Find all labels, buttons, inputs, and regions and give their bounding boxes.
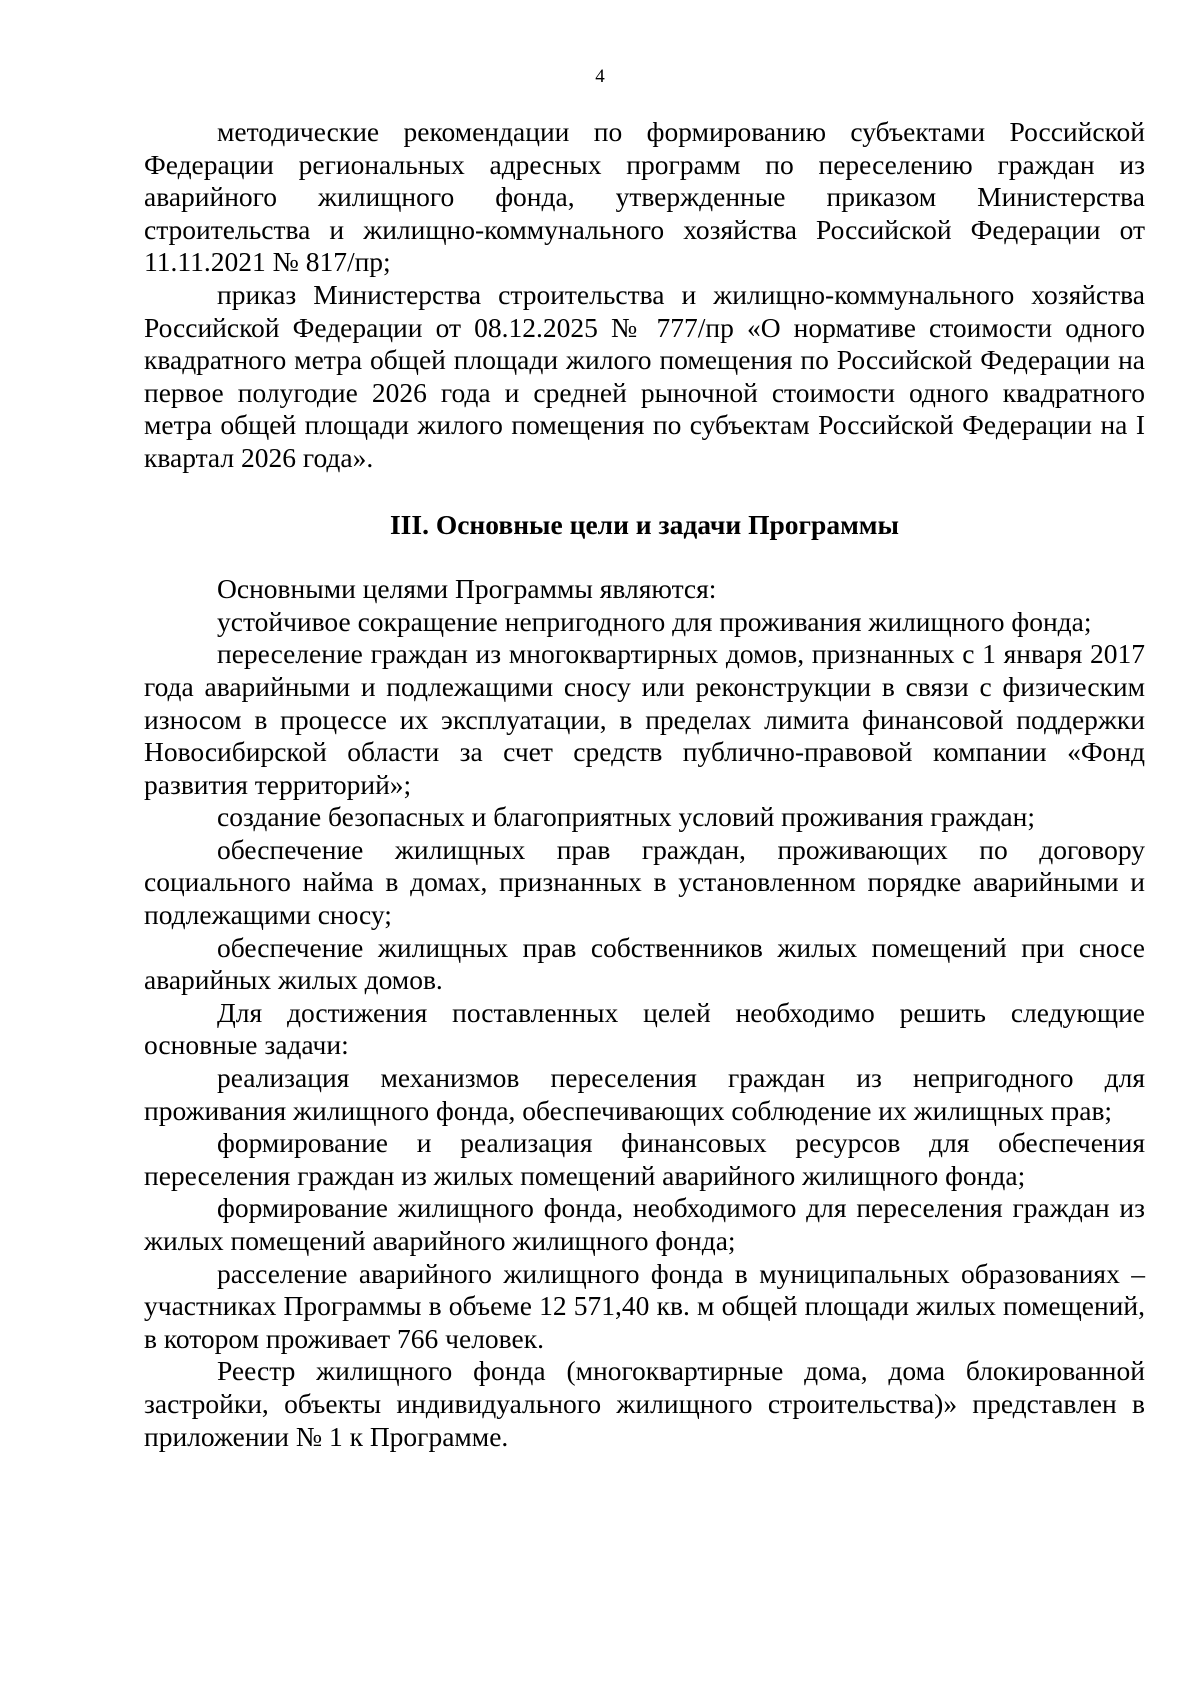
paragraph-goal-safe-conditions: создание безопасных и благоприятных условий проживания граждан; <box>217 801 1035 833</box>
paragraph-task-finance: формирование и реализация финансовых ресурсов для обеспечения переселения граждан из жилых помещений аварийного жилищного фонда; <box>144 1127 1145 1191</box>
paragraph-ministry-order: приказ Министерства строительства и жилищно-коммунального хозяйства Российской Федерации от 08.12.2025 № 777/пр «О нормативе стоимости одного квадратного метра общей площади жилого помещения по Российской Федерации на первое полугодие 2026 года и средней рыночной стоимости одного квадратного метра общей площади жилого помещения по субъектам Российской Федерации на I квартал 2026 года». <box>144 278 1145 473</box>
paragraph-goals-intro: Основными целями Программы являются: <box>217 573 717 605</box>
paragraph-goal-tenant-rights: обеспечение жилищных прав граждан, проживающих по договору социального найма в домах, признанных в установленном порядке аварийными и подлежащими сносу; <box>144 833 1145 931</box>
page-number: 4 <box>595 66 605 87</box>
section-heading: III. Основные цели и задачи Программы <box>389 508 900 540</box>
paragraph-tasks-intro: Для достижения поставленных целей необходимо решить следующие основные задачи: <box>144 996 1145 1061</box>
paragraph-goal-reduction: устойчивое сокращение непригодного для проживания жилищного фонда; <box>217 605 1092 637</box>
paragraph-guidelines: методические рекомендации по формированию субъектами Российской Федерации региональных адресных программ по переселению граждан из аварийного жилищного фонда, утвержденные приказом Министерства строительства и жилищно-коммунального хозяйства Российской Федерации от 11.11.2021 № 817/пр; <box>144 116 1145 278</box>
paragraph-goal-owner-rights: обеспечение жилищных прав собственников жилых помещений при сносе аварийных жилых домов. <box>144 931 1145 996</box>
paragraph-task-housing-stock: формирование жилищного фонда, необходимого для переселения граждан из жилых помещений аварийного жилищного фонда; <box>144 1192 1145 1256</box>
paragraph-task-mechanisms: реализация механизмов переселения граждан из непригодного для проживания жилищного фонда, обеспечивающих соблюдение их жилищных прав; <box>144 1062 1145 1126</box>
paragraph-task-relocation-volume: расселение аварийного жилищного фонда в муниципальных образованиях – участниках Программы в объеме 12 571,40 кв. м общей площади жилых помещений, в котором проживает 766 человек. <box>144 1257 1145 1354</box>
document-body <box>144 116 1145 1453</box>
paragraph-registry-reference: Реестр жилищного фонда (многоквартирные дома, дома блокированной застройки, объекты индивидуального жилищного строительства)» представлен в приложении № 1 к Программе. <box>144 1355 1145 1452</box>
paragraph-goal-resettlement: переселение граждан из многоквартирных домов, признанных с 1 января 2017 года аварийными и подлежащими сносу или реконструкции в связи с физическим износом в процессе их эксплуатации, в пределах лимита финансовой поддержки Новосибирской области за счет средств публично-правовой компании «Фонд развития территорий»; <box>144 638 1145 800</box>
